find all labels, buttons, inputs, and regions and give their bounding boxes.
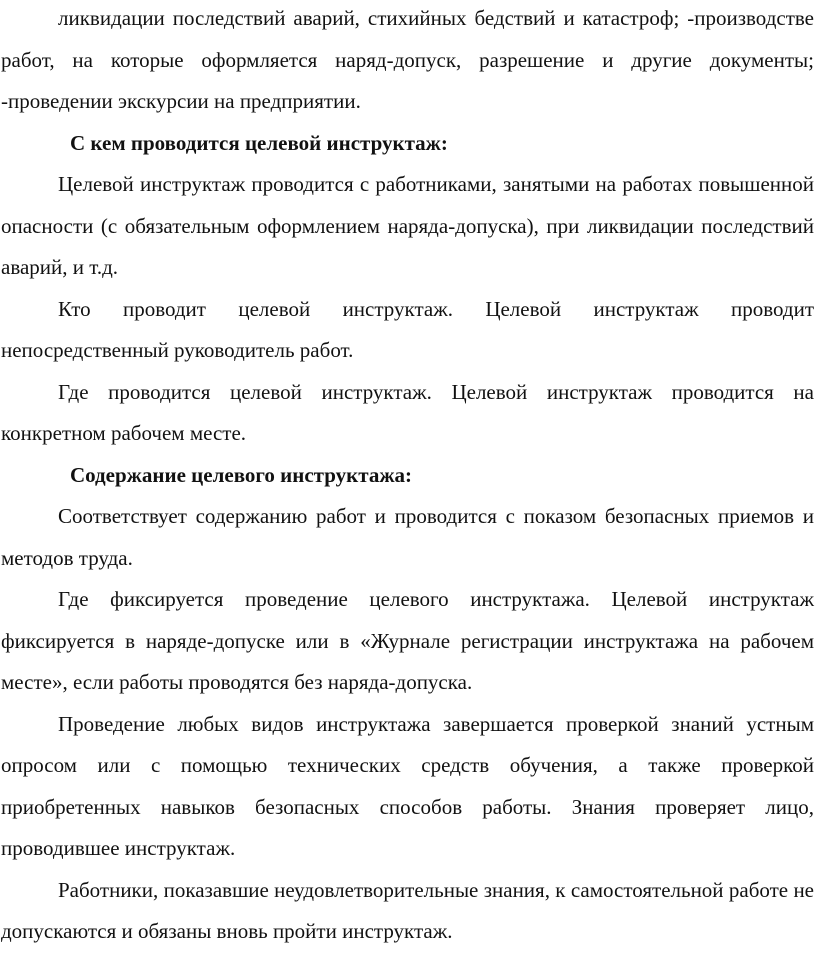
paragraph-unsatisfactory: Работники, показавшие неудовлетворительные знания, к самостоятельной работе не допускаются и обязаны вновь пройти инструктаж. bbox=[1, 877, 814, 943]
paragraph-content: Соответствует содержанию работ и проводится с показом безопасных приемов и методов труда. bbox=[1, 504, 814, 570]
paragraph-continuation: ликвидации последствий аварий, стихийных бедствий и катастроф; -производстве работ, на которые оформляется наряд-допуск, разрешение и другие документы; -проведении экскурсии на предприятии. bbox=[1, 6, 814, 113]
paragraph-who-conducts: Кто проводит целевой инструктаж. Целевой инструктаж проводит непосредственный руководитель работ. bbox=[1, 296, 814, 362]
heading-briefing-content: Содержание целевого инструктажа: bbox=[70, 462, 413, 487]
paragraph-knowledge-check: Проведение любых видов инструктажа завершается проверкой знаний устным опросом или с помощью технических средств обучения, а также проверкой приобретенных навыков безопасных способов работы. Знания проверяет лицо, проводившее инструктаж. bbox=[1, 711, 814, 860]
paragraph-where-recorded: Где фиксируется проведение целевого инструктажа. Целевой инструктаж фиксируется в наряде-допуске или в «Журнале регистрации инструктажа на рабочем месте», если работы проводятся без наряда-допуска. bbox=[1, 587, 814, 694]
heading-who-receives-briefing: С кем проводится целевой инструктаж: bbox=[70, 130, 448, 155]
paragraph-who-receives: Целевой инструктаж проводится с работниками, занятыми на работах повышенной опасности (с обязательным оформлением наряда-допуска), при ликвидации последствий аварий, и т.д. bbox=[1, 172, 814, 279]
paragraph-where-conducted: Где проводится целевой инструктаж. Целевой инструктаж проводится на конкретном рабочем месте. bbox=[1, 379, 814, 445]
